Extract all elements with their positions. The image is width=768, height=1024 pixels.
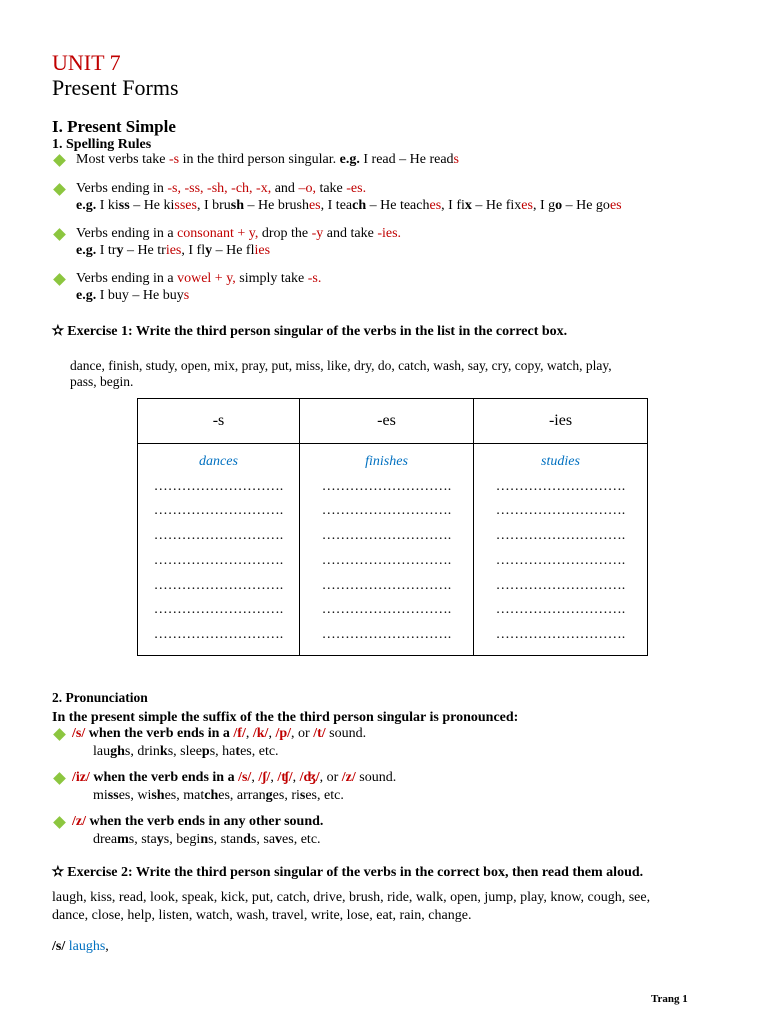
answer-blank[interactable]: ………………………. [321,552,452,568]
exercise-1-heading: ✫ Exercise 1: Write the third person singular of the verbs in the list in the correct box. [52,324,568,339]
diamond-bullet-icon [53,816,66,829]
answer-blank[interactable]: ………………………. [153,478,284,494]
exercise-2-heading: ✫ Exercise 2: Write the third person singular of the verbs in the correct box, then read them aloud. [52,865,644,880]
rule-3-example: e.g. I try – He tries, I fly – He flies [76,243,271,258]
column-header-ies: -ies [474,399,648,444]
rule-2: Verbs ending in -s, -ss, -sh, -ch, -x, and –o, take -es. [76,181,367,196]
answer-blank[interactable]: ………………………. [153,602,284,618]
rule-1: Most verbs take -s in the third person singular. e.g. I read – He reads [76,152,459,167]
example-answer: laughs [68,939,106,954]
rule-2-example: e.g. I kiss – He kisses, I brush – He brushes, I teach – He teaches, I fix – He fixes, I go – He goes [76,198,622,213]
answer-blank[interactable]: ………………………. [495,478,626,494]
answer-blank[interactable]: ………………………. [495,528,626,544]
example-answer: studies [541,454,580,469]
diamond-bullet-icon [53,728,66,741]
pronunciation-examples-z: dreams, stays, begins, stands, saves, etc. [93,832,321,847]
example-answer: dances [199,454,238,469]
diamond-bullet-icon [53,772,66,785]
rule-4: Verbs ending in a vowel + y, simply take -s. [76,271,322,286]
answer-blank[interactable]: ………………………. [321,577,452,593]
answer-blank[interactable]: ………………………. [153,577,284,593]
answer-blank[interactable]: ………………………. [153,552,284,568]
diamond-bullet-icon [53,273,66,286]
pronunciation-intro: In the present simple the suffix of the the third person singular is pronounced: [52,710,519,725]
subsection-title: 1. Spelling Rules [52,137,152,152]
star-icon: ✫ [52,324,64,339]
exercise-1-word-list: dance, finish, study, open, mix, pray, put, miss, like, dry, do, catch, wash, say, cry, copy, watch, play, [70,358,612,373]
answer-blank[interactable]: ………………………. [321,602,452,618]
example-answer: finishes [365,454,408,469]
pronunciation-rule-s: /s/ when the verb ends in a /f/, /k/, /p/, or /t/ sound. [72,726,367,741]
exercise-2-word-list-cont: dance, close, help, listen, watch, wash, travel, write, lose, eat, rain, change. [52,908,472,923]
answer-blank[interactable]: ………………………. [321,528,452,544]
page-number: Trang 1 [651,993,688,1005]
answer-blank[interactable]: ………………………. [495,552,626,568]
rule-4-example: e.g. I buy – He buys [76,288,190,303]
pronunciation-rule-z: /z/ when the verb ends in any other sound. [72,814,324,829]
answer-blank[interactable]: ………………………. [495,503,626,519]
answer-blank[interactable]: ………………………. [495,602,626,618]
pronunciation-rule-iz: /iz/ when the verb ends in a /s/, /ʃ/, /ʧ/, /ʤ/, or /z/ sound. [72,770,397,785]
exercise-1-table [137,398,648,656]
diamond-bullet-icon [53,183,66,196]
exercise-2-word-list: laugh, kiss, read, look, speak, kick, put, catch, drive, brush, ride, walk, open, jump, play, know, cough, see, [52,890,651,905]
page-title: Present Forms [52,75,179,100]
column-ies [474,444,648,656]
answer-blank[interactable]: ………………………. [321,626,452,642]
diamond-bullet-icon [53,228,66,241]
column-header-es: -es [300,399,474,444]
section-title: I. Present Simple [52,117,176,136]
diamond-bullet-icon [53,154,66,167]
star-icon: ✫ [52,865,64,880]
rule-3: Verbs ending in a consonant + y, drop the -y and take -ies. [76,226,402,241]
answer-blank[interactable]: ………………………. [153,528,284,544]
answer-blank[interactable]: ………………………. [495,626,626,642]
column-s [138,444,300,656]
answer-blank[interactable]: ………………………. [321,478,452,494]
answer-blank[interactable]: ………………………. [153,626,284,642]
answer-blank[interactable]: ………………………. [153,503,284,519]
column-es [300,444,474,656]
answer-blank[interactable]: ………………………. [321,503,452,519]
exercise-1-word-list-cont: pass, begin. [70,374,134,389]
pronunciation-examples-s: laughs, drinks, sleeps, hates, etc. [93,744,279,759]
pronunciation-examples-iz: misses, wishes, matches, arranges, rises, etc. [93,788,344,803]
unit-title: UNIT 7 [52,50,121,75]
subsection-title: 2. Pronunciation [52,690,148,705]
column-header-s: -s [138,399,300,444]
exercise-2-answer-line: /s/ laughs, [52,939,109,954]
answer-category-label: /s/ [52,939,66,954]
answer-blank[interactable]: ………………………. [495,577,626,593]
